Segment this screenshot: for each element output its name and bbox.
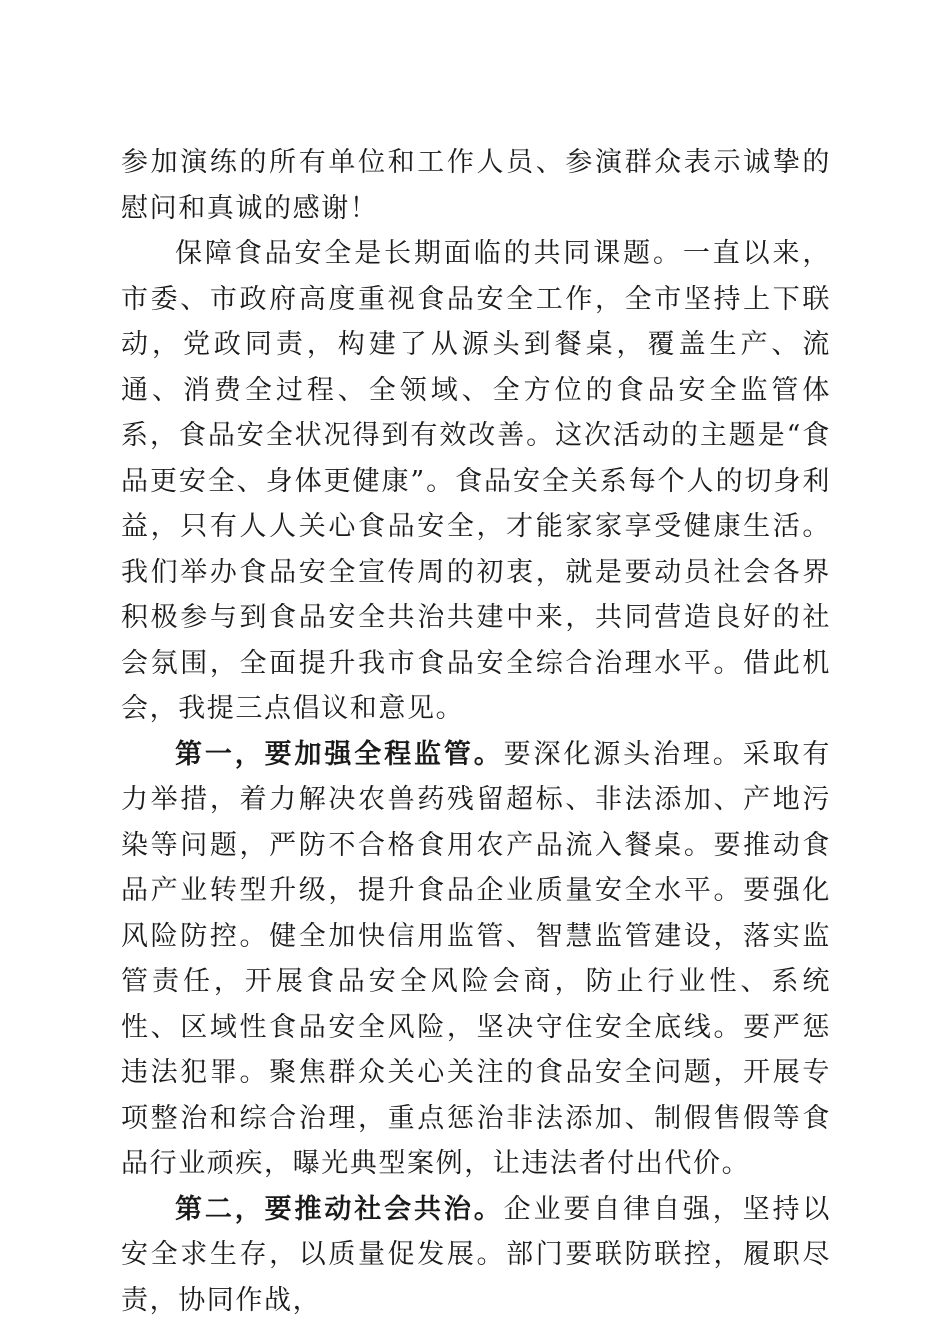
paragraph-1-text: 参加演练的所有单位和工作人员、参演群众表示诚挚的慰问和真诚的感谢！ — [121, 147, 831, 224]
paragraph-2 — [121, 231, 831, 732]
document-body — [121, 140, 831, 1323]
paragraph-1 — [121, 140, 831, 231]
paragraph-4-text: 企业要自律自强，坚持以安全求生存，以质量促发展。部门要联防联控，履职尽责，协同作战， — [121, 1193, 831, 1316]
paragraph-3 — [121, 732, 831, 1187]
paragraph-2-text: 保障食品安全是长期面临的共同课题。一直以来，市委、市政府高度重视食品安全工作，全市坚持上下联动，党政同责，构建了从源头到餐桌，覆盖生产、流通、消费全过程、全领域、全方位的食品安全监管体系，食品安全状况得到有效改善。这次活动的主题是“食品更安全、身体更健康”。食品安全关系每个人的切身利益，只有人人关心食品安全，才能家家享受健康生活。我们举办食品安全宣传周的初衷，就是要动员社会各界积极参与到食品安全共治共建中来，共同营造良好的社会氛围，全面提升我市食品安全综合治理水平。借此机会，我提三点倡议和意见。 — [121, 238, 831, 724]
paragraph-3-text: 要深化源头治理。采取有力举措，着力解决农兽药残留超标、非法添加、产地污染等问题，严防不合格食用农产品流入餐桌。要推动食品产业转型升级，提升食品企业质量安全水平。要强化风险防控。健全加快信用监管、智慧监管建设，落实监管责任，开展食品安全风险会商，防止行业性、系统性、区域性食品安全风险，坚决守住安全底线。要严惩违法犯罪。聚焦群众关心关注的食品安全问题，开展专项整治和综合治理，重点惩治非法添加、制假售假等食品行业顽疾，曝光典型案例，让违法者付出代价。 — [121, 738, 831, 1179]
paragraph-4-lead: 第二，要推动社会共治。 — [175, 1193, 504, 1225]
paragraph-4 — [121, 1187, 831, 1324]
paragraph-3-lead: 第一，要加强全程监管。 — [175, 738, 504, 770]
